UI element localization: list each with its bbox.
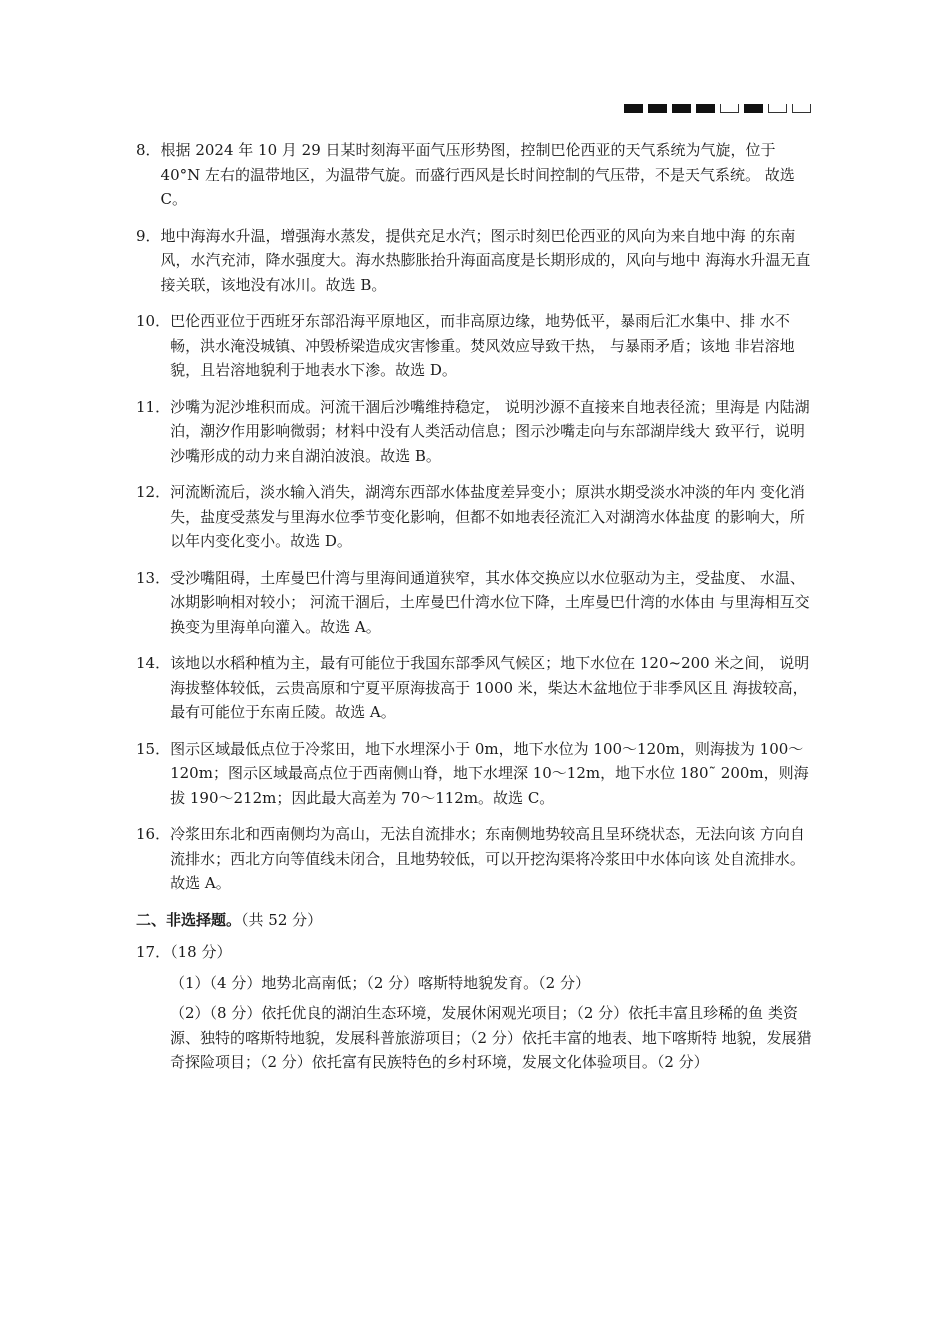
page-marker xyxy=(768,104,787,113)
page-marker xyxy=(792,104,811,113)
question-number: 15． xyxy=(136,739,171,758)
question-8 xyxy=(136,138,816,212)
page-marker-strip xyxy=(624,104,811,113)
question-10 xyxy=(136,309,816,383)
page-marker xyxy=(696,104,715,113)
question-explanation: 冷浆田东北和西南侧均为高山，无法自流排水；东南侧地势较高且呈环绕状态，无法向该 方向自流排水；西北方向等值线未闭合，且地势较低，可以开挖沟渠将冷浆田中水体向该 处自流排水。故选 A。 xyxy=(170,825,805,892)
question-explanation: 巴伦西亚位于西班牙东部沿海平原地区，而非高原边缘，地势低平，暴雨后汇水集中、排 水不畅，洪水淹没城镇、冲毁桥梁造成灾害惨重。焚风效应导致干热， 与暴雨矛盾；该地 非岩溶地貌，且岩溶地貌利于地表水下渗。故选 D。 xyxy=(170,312,795,379)
question-number: 10． xyxy=(136,312,171,330)
question-number: 11． xyxy=(136,397,171,416)
question-explanation: 地中海海水升温，增强海水蒸发，提供充足水汽；图示时刻巴伦西亚的风向为来自地中海 的东南风，水汽充沛，降水强度大。海水热膨胀抬升海面高度是长期形成的，风向与地中 海海水升温无直接关联，该地没有冰川。故选 B。 xyxy=(160,226,811,294)
question-explanation: 河流断流后，淡水输入消失，湖湾东西部水体盐度差异变小；原洪水期受淡水冲淡的年内 变化消失，盐度受蒸发与里海水位季节变化影响，但都不如地表径流汇入对湖湾水体盐度 的影响大，所以年内变化变小。故选 D。 xyxy=(170,483,805,550)
question-number: 8． xyxy=(136,141,161,159)
section-title: 二、非选择题。 xyxy=(136,910,242,929)
question-17-heading xyxy=(136,940,816,965)
question-14 xyxy=(136,651,816,725)
question-9 xyxy=(136,224,816,298)
page-marker xyxy=(744,104,763,113)
question-13 xyxy=(136,566,816,640)
page-marker xyxy=(648,104,667,113)
question-number: 17． xyxy=(136,943,171,961)
question-16 xyxy=(136,822,816,896)
question-12 xyxy=(136,480,816,554)
question-17-part-1: （1）（4 分）地势北高南低；（2 分）喀斯特地貌发育。（2 分） xyxy=(170,973,590,992)
question-number: 13． xyxy=(136,568,171,587)
question-explanation: 该地以水稻种植为主，最有可能位于我国东部季风气候区；地下水位在 120~200 米之间， 说明海拔整体较低，云贵高原和宁夏平原海拔高于 1000 米，柴达木盆地位于非季风区且 海拔较高，最有可能位于东南丘陵。故选 A。 xyxy=(170,654,810,721)
question-number: 9． xyxy=(136,226,161,245)
question-number: 14． xyxy=(136,654,171,672)
page-marker xyxy=(672,104,691,113)
question-15 xyxy=(136,737,816,811)
question-11 xyxy=(136,395,816,469)
question-explanation: 沙嘴为泥沙堆积而成。河流干涸后沙嘴维持稳定， 说明沙源不直接来自地表径流；里海是 内陆湖泊，潮汐作用影响微弱；材料中没有人类活动信息；图示沙嘴走向与东部湖岸线大 致平行，说明沙嘴形成的动力来自湖泊波浪。故选 B。 xyxy=(170,397,810,465)
question-explanation: 受沙嘴阻碍，土库曼巴什湾与里海间通道狭窄，其水体交换应以水位驱动为主，受盐度、 水温、冰期影响相对较小； 河流干涸后，土库曼巴什湾水位下降，土库曼巴什湾的水体由 与里海相互交换变为里海单向灌入。故选 A。 xyxy=(170,568,810,636)
question-17-part-2: （2）（8 分）依托优良的湖泊生态环境，发展休闲观光项目；（2 分）依托丰富且珍稀的鱼 类资源、独特的喀斯特地貌，发展科普旅游项目；（2 分）依托丰富的地表、地下喀斯特 地貌，发展猎奇探险项目；（2 分）依托富有民族特色的乡村环境，发展文化体验项目。（2 分） xyxy=(170,1004,812,1071)
question-explanation: 图示区域最低点位于冷浆田，地下水埋深小于 0m，地下水位为 100～120m，则海拔为 100～120m；图示区域最高点位于西南侧山脊，地下水埋深 10～12m，地下水位 180˜ 200m，则海拔 190～212m；因此最大高差为 70～112m。故选 C。 xyxy=(170,739,809,807)
question-explanation: 根据 2024 年 10 月 29 日某时刻海平面气压形势图，控制巴伦西亚的天气系统为气旋，位于 40°N 左右的温带地区，为温带气旋。而盛行西风是长时间控制的气压带，不是天气系统。 故选 C。 xyxy=(160,141,795,208)
page-marker xyxy=(624,104,643,113)
question-points: （18 分） xyxy=(170,943,232,961)
section-heading xyxy=(136,908,816,933)
question-number: 12． xyxy=(136,483,171,501)
question-number: 16． xyxy=(136,825,171,843)
section-points: （共 52 分） xyxy=(241,910,323,929)
page-marker xyxy=(720,104,739,113)
answer-content xyxy=(136,138,816,1081)
